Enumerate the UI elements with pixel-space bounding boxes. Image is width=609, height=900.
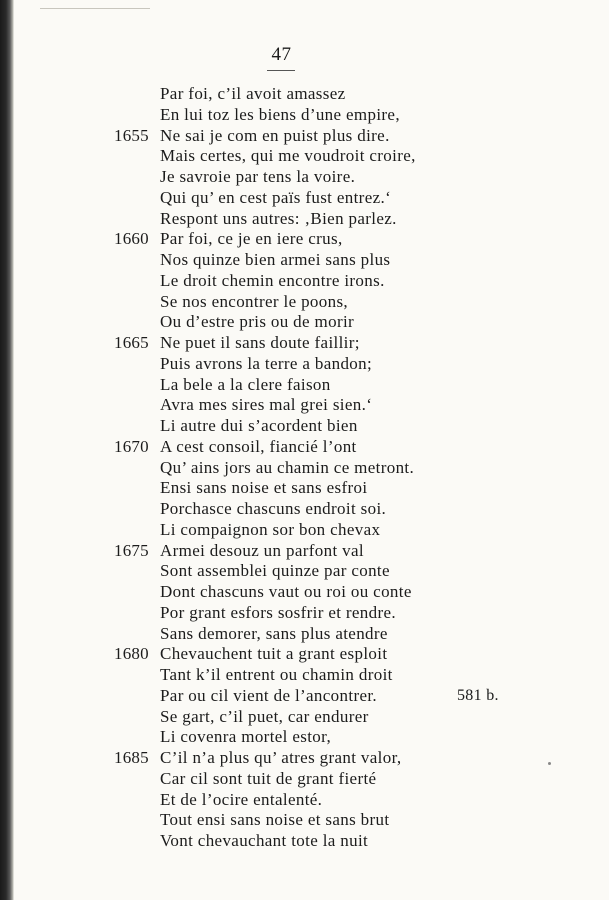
verse-line bbox=[0, 333, 609, 354]
verse-line bbox=[0, 271, 609, 292]
verse-line-text: Car cil sont tuit de grant fierté bbox=[160, 768, 377, 788]
verse-line bbox=[0, 167, 609, 188]
verse-line bbox=[0, 312, 609, 333]
verse-line bbox=[0, 354, 609, 375]
verse-line-text: Le droit chemin encontre irons. bbox=[160, 270, 385, 290]
verse-line bbox=[0, 520, 609, 541]
verse-line bbox=[0, 707, 609, 728]
verse-line bbox=[0, 541, 609, 562]
verse-line-number: 1675 bbox=[114, 540, 149, 560]
verse-line-text: Dont chascuns vaut ou roi ou conte bbox=[160, 582, 412, 601]
verse-line-text: En lui toz les biens d’une empire, bbox=[160, 104, 400, 124]
verse-line-text: Sans demorer, sans plus atendre bbox=[160, 623, 388, 643]
verse-line-text: Li compaignon sor bon chevax bbox=[160, 519, 381, 539]
verse-line bbox=[0, 603, 609, 624]
verse-block bbox=[0, 84, 609, 852]
verse-line bbox=[0, 188, 609, 209]
verse-line-text: Ne puet il sans doute faillir; bbox=[160, 333, 360, 352]
verse-line bbox=[0, 499, 609, 520]
verse-line-number: 1670 bbox=[114, 436, 149, 456]
verse-line-text: Par foi, c’il avoit amassez bbox=[160, 84, 346, 103]
verse-line-text: Nos quinze bien armei sans plus bbox=[160, 250, 391, 269]
verse-line-text: Tout ensi sans noise et sans brut bbox=[160, 810, 390, 830]
paper-speck bbox=[548, 762, 551, 765]
verse-line-text: Avra mes sires mal grei sien.‘ bbox=[160, 395, 373, 415]
verse-line bbox=[0, 229, 609, 250]
verse-line bbox=[0, 250, 609, 271]
verse-line-text: Chevauchent tuit a grant esploit bbox=[160, 644, 388, 664]
verse-line-text: A cest consoil, fiancié l’ont bbox=[160, 436, 357, 456]
verse-line-text: Li autre dui s’acordent bien bbox=[160, 416, 358, 435]
verse-line-text: Je savroie par tens la voire. bbox=[160, 167, 356, 186]
verse-line bbox=[0, 727, 609, 748]
verse-line-text: La bele a la clere faison bbox=[160, 374, 331, 394]
verse-line bbox=[0, 810, 609, 831]
verse-line-text: Qu’ ains jors au chamin ce metront. bbox=[160, 457, 415, 477]
verse-line bbox=[0, 209, 609, 230]
verse-line bbox=[0, 644, 609, 665]
verse-line bbox=[0, 478, 609, 499]
verse-line-text: Respont uns autres: ‚Bien parlez. bbox=[160, 208, 397, 228]
verse-line-text: Sont assemblei quinze par conte bbox=[160, 561, 390, 581]
verse-line-text: Tant k’il entrent ou chamin droit bbox=[160, 665, 393, 684]
verse-line bbox=[0, 458, 609, 479]
verse-line-text: Ensi sans noise et sans esfroi bbox=[160, 478, 368, 498]
verse-line-text: Mais certes, qui me voudroit croire, bbox=[160, 146, 416, 166]
verse-line bbox=[0, 561, 609, 582]
verse-line bbox=[0, 105, 609, 126]
verse-line bbox=[0, 126, 609, 147]
page-number: 47 bbox=[271, 44, 292, 65]
verse-line-text: Puis avrons la terre a bandon; bbox=[160, 353, 373, 373]
verse-line bbox=[0, 375, 609, 396]
verse-line-number: 1680 bbox=[114, 644, 149, 664]
verse-line-text: Et de l’ocire entalenté. bbox=[160, 789, 323, 809]
verse-line-number: 1655 bbox=[114, 125, 149, 145]
verse-line-number: 1660 bbox=[114, 229, 149, 249]
verse-line-text: Par ou cil vient de l’ancontrer. bbox=[160, 685, 378, 705]
verse-line-text: Ne sai je com en puist plus dire. bbox=[160, 125, 390, 145]
verse-line bbox=[0, 769, 609, 790]
verse-line bbox=[0, 437, 609, 458]
verse-line-text: Se nos encontrer le poons, bbox=[160, 291, 349, 311]
folio-margin-note: 581 b. bbox=[457, 686, 499, 704]
verse-line-text: Qui qu’ en cest païs fust entrez.‘ bbox=[160, 187, 392, 207]
verse-line bbox=[0, 665, 609, 686]
verse-line-text: Vont chevauchant tote la nuit bbox=[160, 831, 369, 850]
verse-line bbox=[0, 292, 609, 313]
verse-line-text: C’il n’a plus qu’ atres grant valor, bbox=[160, 748, 402, 767]
verse-line bbox=[0, 395, 609, 416]
verse-line-text: Se gart, c’il puet, car endurer bbox=[160, 706, 369, 726]
verse-line bbox=[0, 790, 609, 811]
verse-line bbox=[0, 831, 609, 852]
verse-line bbox=[0, 748, 609, 769]
verse-line-number: 1665 bbox=[114, 333, 149, 352]
top-edge-mark bbox=[40, 8, 150, 9]
verse-line bbox=[0, 686, 609, 707]
verse-line-text: Armei desouz un parfont val bbox=[160, 540, 364, 560]
verse-line bbox=[0, 624, 609, 645]
verse-line-number: 1685 bbox=[114, 748, 149, 767]
verse-line bbox=[0, 416, 609, 437]
verse-line bbox=[0, 84, 609, 105]
verse-line-text: Por grant esfors sosfrir et rendre. bbox=[160, 602, 397, 622]
verse-line bbox=[0, 146, 609, 167]
verse-line bbox=[0, 582, 609, 603]
verse-line-text: Porchasce chascuns endroit soi. bbox=[160, 499, 387, 518]
verse-line-text: Li covenra mortel estor, bbox=[160, 727, 332, 747]
verse-line-text: Ou d’estre pris ou de morir bbox=[160, 312, 355, 332]
verse-line-text: Par foi, ce je en iere crus, bbox=[160, 229, 343, 249]
page-number-underline bbox=[267, 70, 295, 71]
